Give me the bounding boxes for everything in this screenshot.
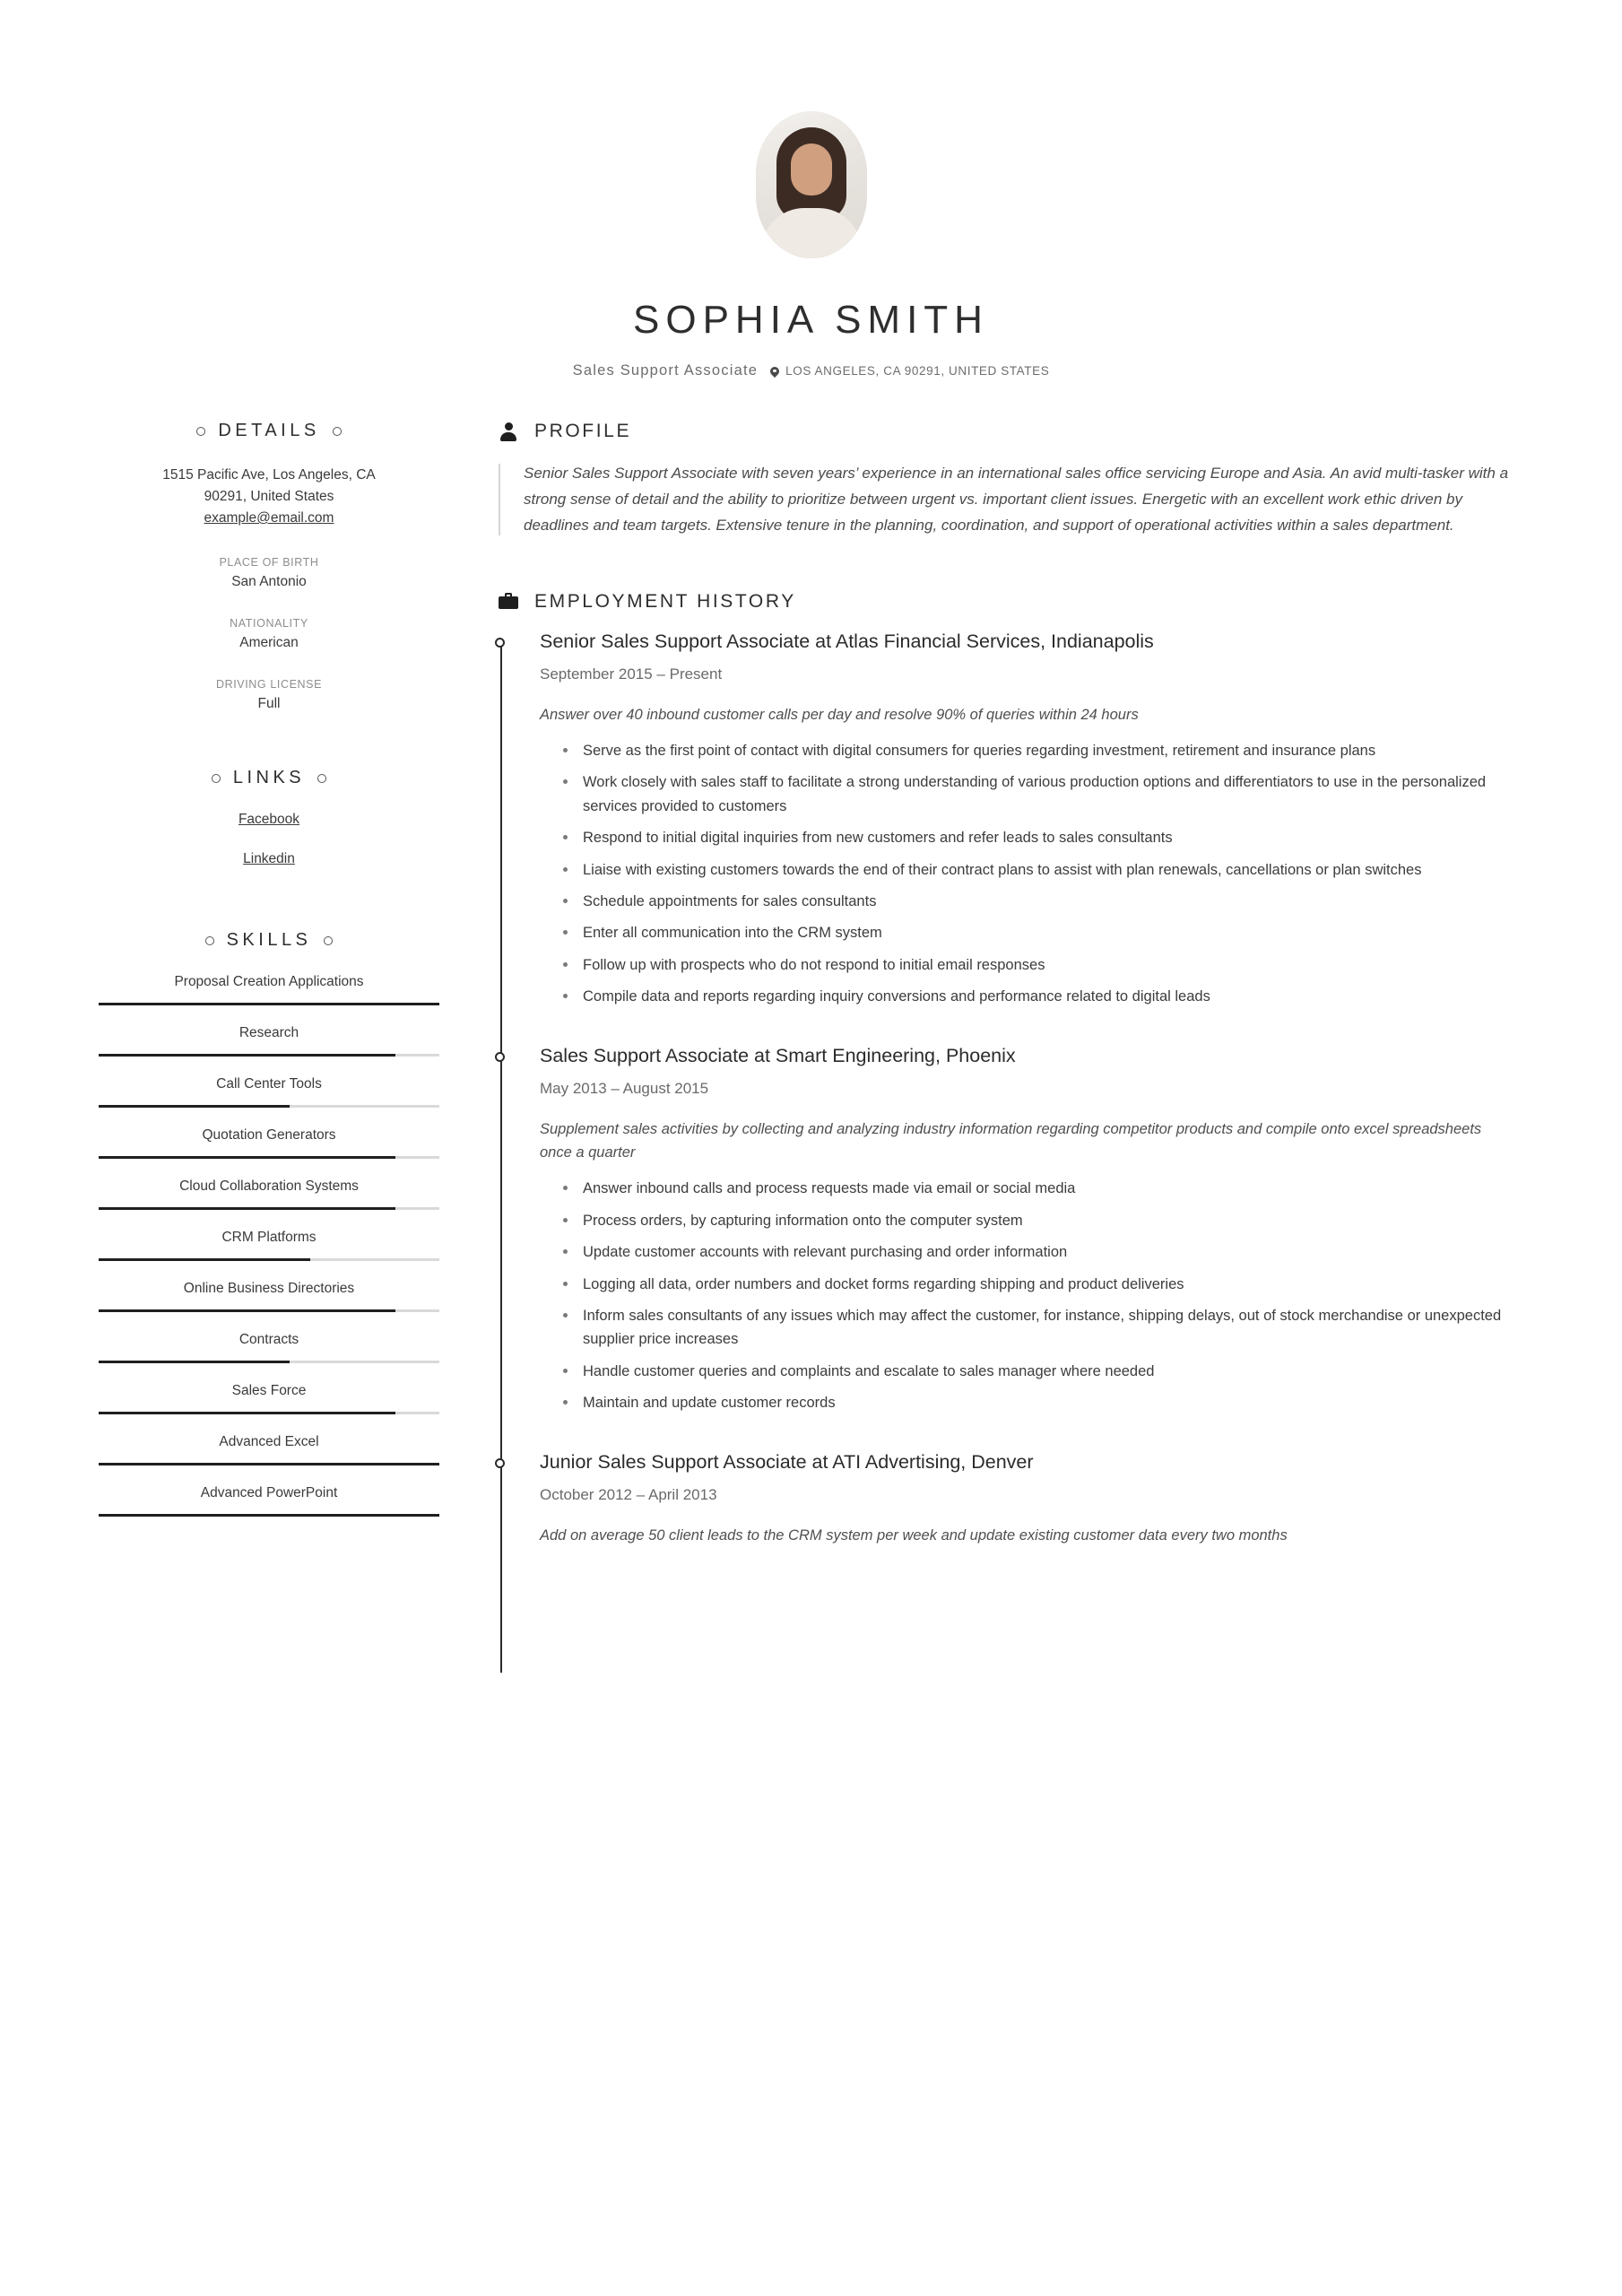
driving-license-label: DRIVING LICENSE bbox=[215, 678, 323, 691]
sidebar bbox=[0, 421, 439, 1583]
main-content bbox=[439, 421, 1622, 1583]
address-block bbox=[99, 465, 439, 529]
avatar bbox=[756, 111, 867, 258]
employment-date: May 2013 – August 2015 bbox=[540, 1079, 709, 1097]
profile-text: Senior Sales Support Associate with seven years’ experience in an international sales office servicing Europe and Asia. An avid multi-tasker with a strong sense of detail and the ability to prioritize between urgent vs. important client issues. Energetic with an excellent work ethic driven by deadlines and team targets. Extensive tenure in the planning, coordination, and support of operational activities within a sales department. bbox=[524, 465, 1509, 535]
skill-level-bar bbox=[99, 1463, 439, 1465]
list-item: Answer inbound calls and process requests made via email or social media bbox=[563, 1177, 1514, 1200]
circle-icon bbox=[333, 427, 342, 436]
location-text: LOS ANGELES, CA 90291, UNITED STATES bbox=[785, 364, 1050, 378]
skill-level-fill bbox=[99, 1514, 439, 1517]
skill-item bbox=[99, 1230, 439, 1261]
location bbox=[770, 364, 1049, 378]
employment-summary: Supplement sales activities by collecting and analyzing industry information regarding competitor products and compile onto excel spreadsheets once a quarter bbox=[540, 1120, 1482, 1161]
employment-title: Senior Sales Support Associate at Atlas Financial Services, Indianapolis bbox=[540, 630, 1154, 652]
list-item: Schedule appointments for sales consultants bbox=[563, 890, 1514, 913]
employment-summary: Add on average 50 client leads to the CRM system per week and update existing customer data every two months bbox=[540, 1526, 1288, 1544]
employment-item bbox=[540, 631, 1514, 1009]
driving-license-value: Full bbox=[257, 696, 281, 712]
employment-heading-label: EMPLOYMENT HISTORY bbox=[534, 590, 796, 612]
link-linkedin[interactable]: Linkedin bbox=[243, 851, 295, 867]
list-item: Liaise with existing customers towards the end of their contract plans to assist with plan renewals, cancellations or plan switches bbox=[563, 858, 1514, 882]
circle-icon bbox=[205, 936, 214, 945]
list-item: Logging all data, order numbers and docket forms regarding shipping and product deliveries bbox=[563, 1273, 1514, 1296]
list-item: Serve as the first point of contact with digital consumers for queries regarding investment, retirement and insurance plans bbox=[563, 739, 1514, 762]
list-item: Compile data and reports regarding inquiry conversions and performance related to digital leads bbox=[563, 985, 1514, 1008]
skill-name: Sales Force bbox=[231, 1383, 307, 1399]
skill-item bbox=[99, 1127, 439, 1159]
details-heading-label: DETAILS bbox=[218, 421, 320, 440]
skill-level-fill bbox=[99, 1105, 290, 1108]
profile-rail bbox=[499, 464, 500, 535]
timeline-node-icon bbox=[495, 1458, 505, 1468]
skill-level-bar bbox=[99, 1156, 439, 1159]
job-title: Sales Support Associate bbox=[572, 362, 759, 378]
skill-item bbox=[99, 1383, 439, 1414]
employment-bullets bbox=[540, 739, 1514, 1009]
header-subline bbox=[0, 362, 1622, 379]
page-title: SOPHIA SMITH bbox=[633, 298, 989, 342]
person-icon bbox=[499, 422, 518, 441]
skill-name: Call Center Tools bbox=[216, 1076, 322, 1092]
list-item: Respond to initial digital inquiries from new customers and refer leads to sales consultants bbox=[563, 826, 1514, 849]
skill-level-bar bbox=[99, 1412, 439, 1414]
email-link[interactable]: example@email.com bbox=[204, 510, 334, 526]
employment-item bbox=[540, 1045, 1514, 1415]
circle-icon bbox=[317, 774, 326, 783]
skill-item bbox=[99, 1485, 439, 1517]
skills-heading bbox=[99, 930, 439, 951]
employment-summary: Answer over 40 inbound customer calls per day and resolve 90% of queries within 24 hours bbox=[540, 706, 1139, 723]
skill-level-bar bbox=[99, 1361, 439, 1363]
nationality-value: American bbox=[239, 635, 299, 651]
skill-item bbox=[99, 1178, 439, 1210]
list-item: Enter all communication into the CRM system bbox=[563, 921, 1514, 944]
list-item: Process orders, by capturing information onto the computer system bbox=[563, 1209, 1514, 1232]
skill-level-fill bbox=[99, 1309, 395, 1312]
employment-date: September 2015 – Present bbox=[540, 665, 723, 683]
skill-name: Cloud Collaboration Systems bbox=[179, 1178, 359, 1195]
timeline-line bbox=[500, 639, 502, 1673]
link-facebook[interactable]: Facebook bbox=[238, 812, 300, 828]
links-list bbox=[99, 812, 439, 867]
skill-level-fill bbox=[99, 1412, 395, 1414]
links-heading bbox=[99, 768, 439, 788]
list-item: Update customer accounts with relevant purchasing and order information bbox=[563, 1240, 1514, 1264]
skill-item bbox=[99, 1076, 439, 1108]
skill-level-bar bbox=[99, 1054, 439, 1057]
skill-level-bar bbox=[99, 1207, 439, 1210]
skill-name: Advanced Excel bbox=[219, 1434, 319, 1450]
skill-level-fill bbox=[99, 1156, 395, 1159]
links-heading-label: LINKS bbox=[232, 768, 306, 788]
circle-icon bbox=[196, 427, 205, 436]
employment-bullets bbox=[540, 1177, 1514, 1414]
timeline-node-icon bbox=[495, 1052, 505, 1062]
profile-section-heading bbox=[499, 421, 1514, 442]
map-pin-icon bbox=[770, 367, 779, 376]
skills-heading-label: SKILLS bbox=[226, 930, 312, 951]
list-item: Work closely with sales staff to facilitate a strong understanding of various production options and differentiators to use in the personalized services provided to customers bbox=[563, 770, 1514, 818]
skill-level-fill bbox=[99, 1258, 310, 1261]
skill-name: Research bbox=[239, 1025, 299, 1041]
employment-timeline bbox=[499, 631, 1514, 1547]
skill-name: Advanced PowerPoint bbox=[200, 1485, 338, 1501]
skill-item bbox=[99, 1332, 439, 1363]
address-line-2: 90291, United States bbox=[204, 489, 334, 505]
circle-icon bbox=[212, 774, 221, 783]
employment-title: Junior Sales Support Associate at ATI Advertising, Denver bbox=[540, 1450, 1034, 1473]
resume-body bbox=[0, 379, 1622, 1583]
skill-level-fill bbox=[99, 1003, 439, 1005]
skills-list bbox=[99, 974, 439, 1517]
skill-item bbox=[99, 1025, 439, 1057]
employment-date: October 2012 – April 2013 bbox=[540, 1485, 717, 1503]
skill-level-bar bbox=[99, 1003, 439, 1005]
employment-section-heading bbox=[499, 591, 1514, 613]
skill-level-bar bbox=[99, 1514, 439, 1517]
timeline-node-icon bbox=[495, 638, 505, 648]
skill-name: CRM Platforms bbox=[221, 1230, 317, 1246]
skill-name: Proposal Creation Applications bbox=[174, 974, 364, 990]
briefcase-icon bbox=[499, 592, 518, 612]
skill-name: Online Business Directories bbox=[183, 1281, 355, 1297]
skill-level-fill bbox=[99, 1054, 395, 1057]
list-item: Follow up with prospects who do not respond to initial email responses bbox=[563, 953, 1514, 977]
circle-icon bbox=[324, 936, 333, 945]
employment-title: Sales Support Associate at Smart Engineering, Phoenix bbox=[540, 1044, 1016, 1066]
skill-item bbox=[99, 1434, 439, 1465]
address-line-1: 1515 Pacific Ave, Los Angeles, CA bbox=[162, 467, 376, 483]
skill-level-bar bbox=[99, 1258, 439, 1261]
resume-header bbox=[0, 0, 1622, 379]
nationality-label: NATIONALITY bbox=[230, 617, 308, 631]
skill-level-fill bbox=[99, 1207, 395, 1210]
skill-name: Quotation Generators bbox=[202, 1127, 336, 1144]
list-item: Inform sales consultants of any issues which may affect the customer, for instance, shipping delays, out of stock merchandise or unexpected supplier price increases bbox=[563, 1304, 1514, 1352]
skill-level-bar bbox=[99, 1105, 439, 1108]
profile-heading-label: PROFILE bbox=[534, 421, 632, 441]
skill-name: Contracts bbox=[239, 1332, 299, 1348]
skill-level-bar bbox=[99, 1309, 439, 1312]
skill-level-fill bbox=[99, 1463, 439, 1465]
place-of-birth-label: PLACE OF BIRTH bbox=[219, 556, 319, 570]
place-of-birth-value: San Antonio bbox=[231, 574, 307, 590]
skill-item bbox=[99, 1281, 439, 1312]
skill-level-fill bbox=[99, 1361, 290, 1363]
employment-item bbox=[540, 1451, 1514, 1547]
details-heading bbox=[99, 421, 439, 441]
list-item: Handle customer queries and complaints and escalate to sales manager where needed bbox=[563, 1360, 1514, 1383]
skill-item bbox=[99, 974, 439, 1005]
profile-section bbox=[499, 460, 1514, 539]
list-item: Maintain and update customer records bbox=[563, 1391, 1514, 1414]
